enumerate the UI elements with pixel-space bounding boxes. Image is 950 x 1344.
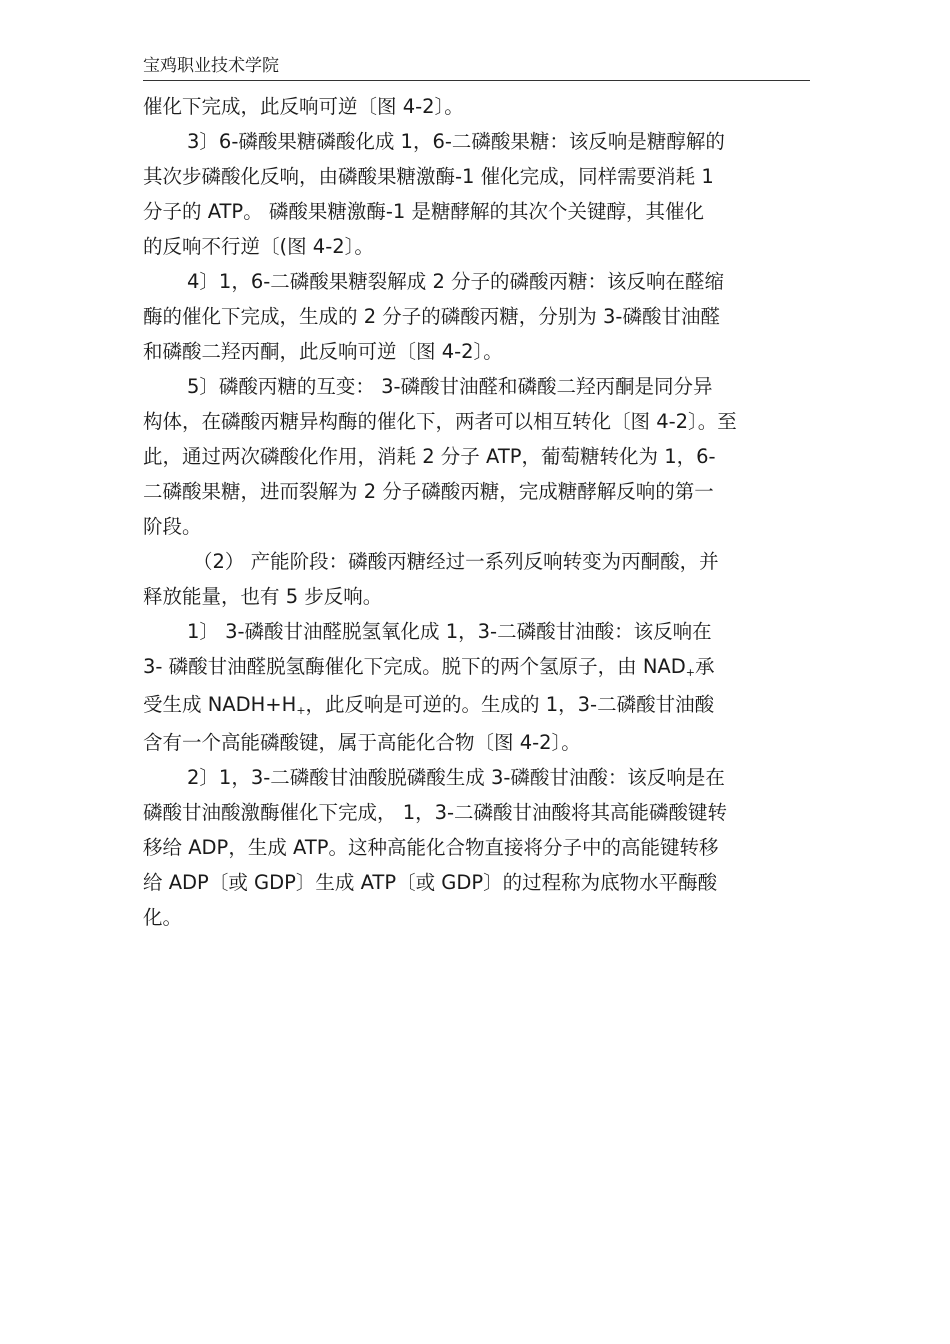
- superscript-plus: +: [296, 704, 306, 717]
- paragraph: [143, 89, 823, 124]
- text-line: 分子的 ATP。 磷酸果糖激酶-1 是糖酵解的其次个关键醇，其催化: [143, 200, 705, 223]
- text-line: 的反响不行逆〔(图 4-2〕。: [143, 235, 374, 258]
- paragraph: [143, 124, 823, 264]
- text-line: 释放能量，也有 5 步反响。: [143, 585, 383, 608]
- text-line: 受生成 $NADH+H_+$，此反响是可逆的。生成的 1，3-二磷酸甘油酸: [143, 693, 715, 717]
- document-body: [143, 89, 823, 935]
- paragraph: [143, 614, 823, 760]
- text-line: （2） 产能阶段：磷酸丙糖经过一系列反响转变为丙酮酸，并: [193, 550, 719, 573]
- superscript-plus: +: [685, 666, 696, 679]
- text-line: 和磷酸二羟丙酮，此反响可逆〔图 4-2〕。: [143, 340, 503, 363]
- paragraph: [143, 760, 823, 935]
- text-line: 5〕磷酸丙糖的互变： 3-磷酸甘油醛和磷酸二羟丙酮是同分异: [187, 375, 713, 398]
- text-line: 化。: [143, 906, 183, 929]
- text-line: 含有一个高能磷酸键，属于高能化合物〔图 4-2〕。: [143, 731, 581, 754]
- paragraph: [143, 544, 823, 614]
- paragraph: [143, 264, 823, 369]
- text-line: 3- 磷酸甘油醛脱氢酶催化下完成。脱下的两个氢原子，由 $NAD_+$承: [143, 655, 715, 679]
- text-line: 移给 ADP，生成 ATP。这种高能化合物直接将分子中的高能键转移: [143, 836, 719, 859]
- text-line: 催化下完成，此反响可逆〔图 4-2〕。: [143, 95, 464, 118]
- text-line: 4〕1，6-二磷酸果糖裂解成 2 分子的磷酸丙糖：该反响在醛缩: [187, 270, 725, 293]
- text-line: 酶的催化下完成，生成的 2 分子的磷酸丙糖，分别为 3-磷酸甘油醛: [143, 305, 720, 328]
- text-line: 构体，在磷酸丙糖异构酶的催化下，两者可以相互转化〔图 4-2〕。至: [143, 410, 737, 433]
- paragraph: [143, 369, 823, 544]
- text-line: 1〕 3-磷酸甘油醛脱氢氧化成 1，3-二磷酸甘油酸：该反响在: [187, 620, 712, 643]
- text-line: 阶段。: [143, 515, 202, 538]
- text-line: 其次步磷酸化反响，由磷酸果糖激酶-1 催化完成，同样需要消耗 1: [143, 165, 714, 188]
- text-line: 磷酸甘油酸激酶催化下完成， 1，3-二磷酸甘油酸将其高能磷酸键转: [143, 801, 728, 824]
- text-line: 此，通过两次磷酸化作用，消耗 2 分子 ATP，葡萄糖转化为 1，6-: [143, 445, 716, 468]
- text-line: 二磷酸果糖，进而裂解为 2 分子磷酸丙糖，完成糖酵解反响的第一: [143, 480, 714, 503]
- page-header: [143, 52, 810, 81]
- text-line: 3〕6-磷酸果糖磷酸化成 1，6-二磷酸果糖：该反响是糖醇解的: [187, 130, 725, 153]
- school-name: 宝鸡职业技术学院: [143, 56, 279, 76]
- text-line: 2〕1，3-二磷酸甘油酸脱磷酸生成 3-磷酸甘油酸：该反响是在: [187, 766, 725, 789]
- text-line: 给 ADP〔或 GDP〕生成 ATP〔或 GDP〕的过程称为底物水平酶酸: [143, 871, 718, 894]
